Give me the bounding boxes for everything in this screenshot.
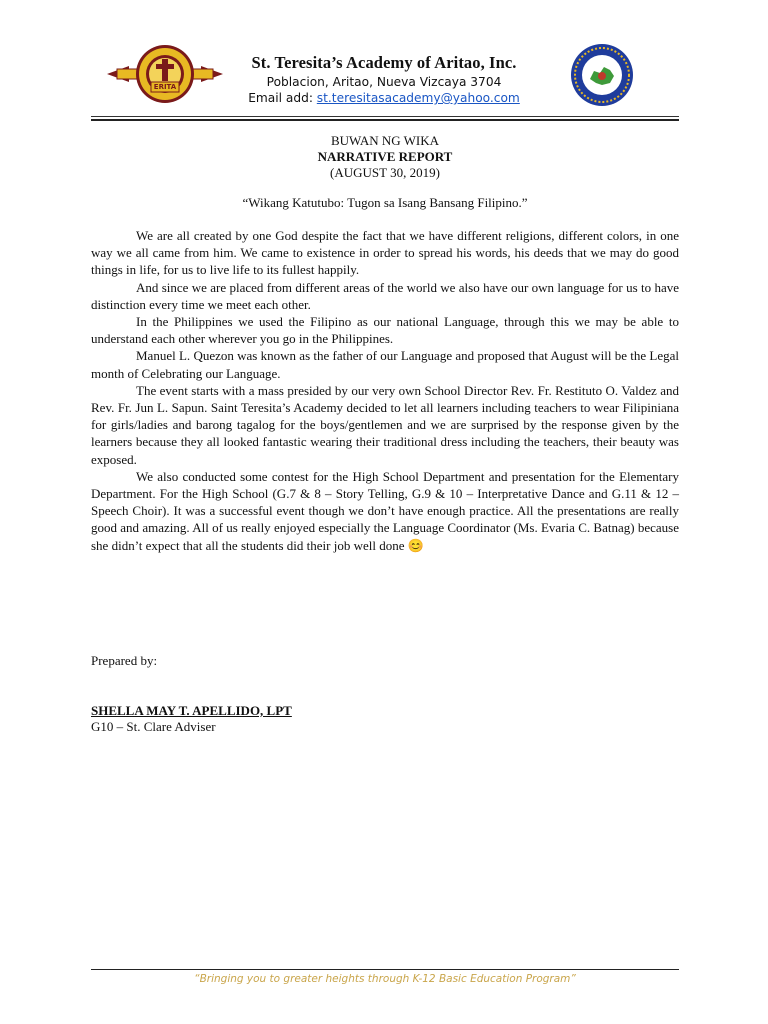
title-report: NARRATIVE REPORT — [317, 149, 453, 164]
paragraph: The event starts with a mass presided by our very own School Director Rev. Fr. Restituto O. Valdez and Rev. Fr. Jun L. Sapun. Saint Teresita’s Academy decided to let all learners including teachers to wear Filipiniana for girls/ladies and barong tagalog for the boys/gentlemen and we are surprised by the response given by the learners because they all looked fantastic wearing their traditional dress including the teachers, their beauty was exposed. — [91, 382, 679, 467]
footer-divider — [91, 969, 679, 970]
signer-role: G10 – St. Clare Adviser — [91, 719, 216, 734]
title-event: BUWAN NG WIKA — [330, 133, 440, 148]
paragraph: In the Philippines we used the Filipino as our national Language, through this we may be able to understand each other wherever you go in the Philippines. — [91, 314, 679, 347]
paragraph: We are all created by one God despite the fact that we have different religions, different colors, in one way we all came from him. We came to existence in order to spread his words, his deeds that we may do good things in life, for us to live life to its fullest happily. — [91, 228, 679, 278]
footer-tagline: “Bringing you to greater heights through K-12 Basic Education Program” — [194, 973, 576, 985]
email-line — [200, 90, 568, 106]
letterhead — [200, 52, 568, 106]
logo-lettering: ERITA — [153, 83, 177, 91]
theme-quote: “Wikang Katutubo: Tugon sa Isang Bansang Filipino.” — [242, 195, 528, 210]
report-titles — [91, 133, 679, 181]
title-date: (AUGUST 30, 2019) — [330, 165, 440, 180]
header-divider-thick — [91, 119, 679, 121]
email-link[interactable]: st.teresitasacademy@yahoo.com — [316, 91, 520, 105]
paragraph: And since we are placed from different areas of the world we also have our own language for us to have distinction every time we meet each other. — [91, 279, 679, 312]
email-label: Email add: — [248, 91, 317, 105]
seal-icon — [570, 43, 634, 107]
school-name: St. Teresita’s Academy of Aritao, Inc. — [251, 53, 517, 72]
paragraph: Manuel L. Quezon was known as the father of our Language and proposed that August will be the Legal month of Celebrating our Language. — [91, 348, 679, 381]
paragraph: We also conducted some contest for the High School Department and presentation for the Elementary Department. For the High School (G.7 & 8 – Story Telling, G.9 & 10 – Interpretative Dance and G.11 & 12 – Speech Choir). It was a successful event though we don’t have enough practice. All the presentations are really good and amazing. All of us really enjoyed especially the Language Coordinator (Ms. Evaria C. Batnag) because she didn’t expect that all the students did their job well done 😊 — [91, 468, 679, 553]
signer-name: SHELLA MAY T. APELLIDO, LPT — [91, 703, 292, 718]
header-divider-thin — [91, 116, 679, 117]
school-address: Poblacion, Aritao, Nueva Vizcaya 3704 — [266, 75, 502, 89]
prepared-by-label: Prepared by: — [91, 653, 158, 668]
narrative-body — [91, 227, 679, 554]
